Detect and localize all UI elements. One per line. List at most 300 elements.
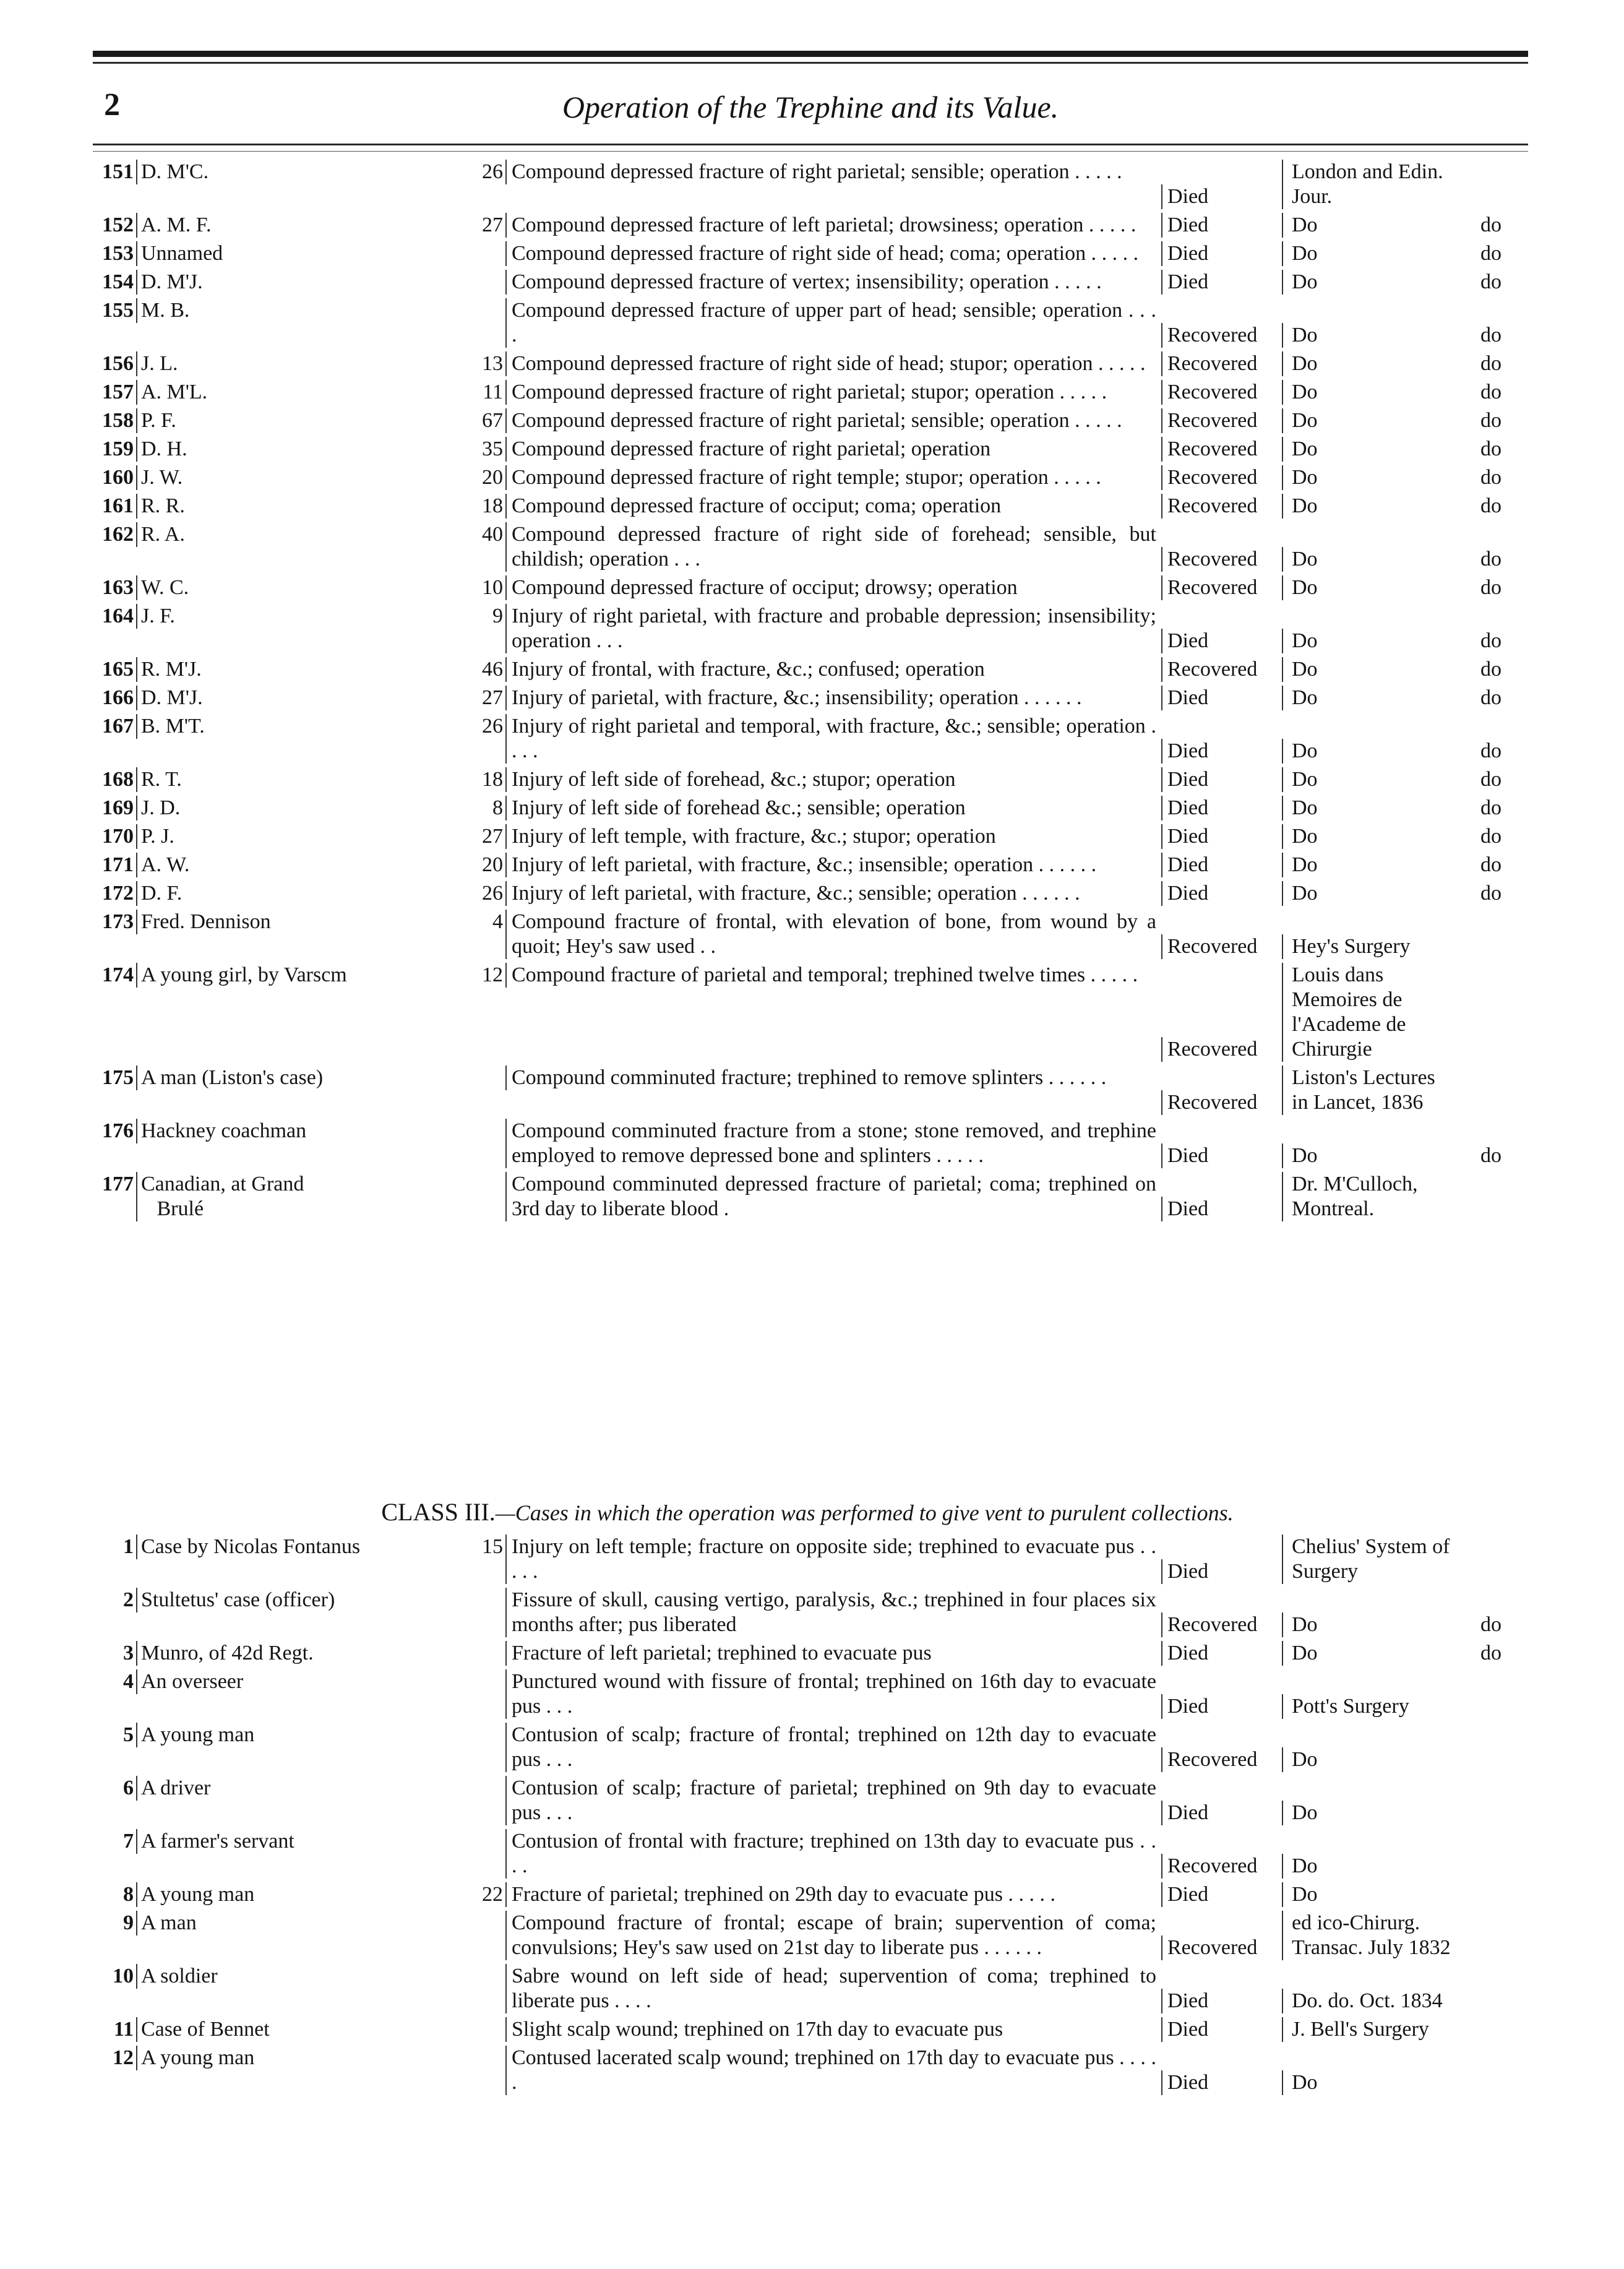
- case-result: Recovered: [1161, 1037, 1282, 1062]
- top-rule: [93, 51, 1528, 57]
- authority-source: Chelius' System of Surgery: [1292, 1535, 1450, 1583]
- top-rule-thin: [93, 62, 1528, 64]
- case-row: [87, 881, 1528, 910]
- case-name: D. H.: [136, 437, 468, 462]
- running-title: Operation of the Trephine and its Value.: [562, 90, 1059, 124]
- authority-source: Do: [1292, 494, 1318, 517]
- case-number: 10: [113, 1965, 134, 1987]
- case-description: Fracture of parietal; trephined on 29th day to evacuate pus . . . . .: [505, 1882, 1161, 1907]
- case-authority: [1282, 1066, 1528, 1115]
- case-age: 9: [492, 605, 503, 627]
- case-description: Compound fracture of parietal and temporal; trephined twelve times . . . . .: [505, 963, 1161, 988]
- case-name: J. D.: [136, 796, 468, 820]
- case-result: Died: [1161, 270, 1282, 295]
- case-description: Injury of frontal, with fracture, &c.; confused; operation: [505, 657, 1161, 682]
- case-number: 3: [123, 1642, 134, 1664]
- case-authority: [1282, 1612, 1528, 1637]
- case-description: Contusion of scalp; fracture of frontal; trephined on 12th day to evacuate pus . . .: [505, 1723, 1161, 1772]
- authority-source: Do. do. Oct. 1834: [1292, 1989, 1443, 2012]
- case-number: 167: [102, 715, 134, 738]
- authority-source: Dr. M'Culloch, Montreal.: [1292, 1173, 1418, 1220]
- case-number: 171: [102, 853, 134, 876]
- case-row: [87, 853, 1528, 881]
- case-row: [87, 494, 1528, 522]
- case-age: 27: [482, 213, 503, 236]
- case-description: Injury of left side of forehead &c.; sensible; operation: [505, 796, 1161, 820]
- case-name: A man (Liston's case): [136, 1066, 468, 1090]
- case-row: [87, 380, 1528, 408]
- case-description: Contused lacerated scalp wound; trephined on 17th day to evacuate pus . . . . .: [505, 2046, 1161, 2095]
- case-description: Compound comminuted fracture; trephined to remove splinters . . . . . .: [505, 1066, 1161, 1090]
- case-result: Recovered: [1161, 934, 1282, 959]
- case-authority: [1282, 686, 1528, 710]
- case-name: W. C.: [136, 575, 468, 600]
- authority-ditto: [1454, 1172, 1528, 1221]
- case-authority: [1282, 465, 1528, 490]
- case-authority: [1282, 1989, 1528, 2013]
- case-description: Compound depressed fracture of upper part of head; sensible; operation . . . .: [505, 298, 1161, 348]
- authority-ditto: [1454, 1911, 1528, 1960]
- case-name: J. L.: [136, 351, 468, 376]
- case-result: Recovered: [1161, 380, 1282, 405]
- authority-ditto: [1454, 1535, 1528, 1584]
- authority-source: Do: [1292, 796, 1318, 819]
- case-name: R. A.: [136, 522, 468, 547]
- case-age: 26: [482, 160, 503, 183]
- case-authority: [1282, 1641, 1528, 1666]
- case-result: Died: [1161, 2070, 1282, 2095]
- case-result: Died: [1161, 241, 1282, 266]
- case-name: A farmer's servant: [136, 1829, 468, 1854]
- authority-ditto: [1454, 1801, 1528, 1825]
- case-number: 177: [102, 1173, 134, 1195]
- authority-source: Do: [1292, 1883, 1318, 1906]
- authority-ditto: do: [1480, 324, 1502, 347]
- case-age: 15: [482, 1535, 503, 1558]
- page-header: [93, 87, 1528, 130]
- authority-ditto: [1454, 2070, 1528, 2095]
- case-name: R. M'J.: [136, 657, 468, 682]
- case-number: 154: [102, 270, 134, 293]
- case-name: A young man: [136, 1723, 468, 1747]
- case-name: Case of Bennet: [136, 2017, 468, 2042]
- case-description: Compound depressed fracture of occiput; drowsy; operation: [505, 575, 1161, 600]
- class-heading: [87, 1499, 1528, 1526]
- authority-source: Do: [1292, 1748, 1318, 1771]
- case-result: Died: [1161, 184, 1282, 209]
- case-name: Munro, of 42d Regt.: [136, 1641, 468, 1666]
- case-result: Died: [1161, 1694, 1282, 1719]
- authority-ditto: [1454, 160, 1528, 209]
- authority-ditto: do: [1480, 494, 1502, 517]
- case-authority: [1282, 796, 1528, 820]
- case-authority: [1282, 1694, 1528, 1719]
- case-description: Injury of left side of forehead, &c.; stupor; operation: [505, 767, 1161, 792]
- authority-source: Do: [1292, 658, 1318, 681]
- case-description: Compound depressed fracture of left parietal; drowsiness; operation . . . . .: [505, 213, 1161, 238]
- case-row: [87, 160, 1528, 213]
- case-authority: [1282, 739, 1528, 764]
- class-label: CLASS III.: [381, 1498, 496, 1526]
- authority-ditto: do: [1480, 548, 1502, 570]
- case-row: [87, 963, 1528, 1066]
- authority-source: Do: [1292, 853, 1318, 876]
- authority-ditto: [1454, 1694, 1528, 1719]
- case-age: 22: [482, 1883, 503, 1906]
- case-authority: [1282, 934, 1528, 959]
- authority-ditto: do: [1480, 739, 1502, 762]
- case-row: [87, 213, 1528, 241]
- case-number: 152: [102, 213, 134, 236]
- case-name: A driver: [136, 1776, 468, 1801]
- case-result: Died: [1161, 629, 1282, 653]
- case-number: 12: [113, 2046, 134, 2069]
- authority-source: Do: [1292, 213, 1318, 236]
- case-description: Compound comminuted depressed fracture of parietal; coma; trephined on 3rd day to liberate blood .: [505, 1172, 1161, 1221]
- case-row: [87, 241, 1528, 270]
- case-description: Fracture of left parietal; trephined to evacuate pus: [505, 1641, 1161, 1666]
- case-result: Died: [1161, 686, 1282, 710]
- case-number: 176: [102, 1119, 134, 1142]
- authority-ditto: do: [1480, 658, 1502, 681]
- authority-source: Do: [1292, 324, 1318, 347]
- case-name: J. W.: [136, 465, 468, 490]
- case-name: A. W.: [136, 853, 468, 877]
- case-age: 67: [482, 409, 503, 432]
- case-number: 159: [102, 437, 134, 460]
- authority-ditto: do: [1480, 466, 1502, 489]
- case-row: [87, 298, 1528, 351]
- case-authority: [1282, 1535, 1528, 1584]
- case-authority: [1282, 575, 1528, 600]
- case-number: 158: [102, 409, 134, 432]
- case-authority: [1282, 494, 1528, 519]
- case-result: Died: [1161, 1641, 1282, 1666]
- authority-ditto: do: [1480, 1144, 1502, 1167]
- case-authority: [1282, 881, 1528, 906]
- case-row: [87, 910, 1528, 963]
- case-result: Died: [1161, 1143, 1282, 1168]
- header-rule-thin: [93, 151, 1528, 152]
- authority-source: Do: [1292, 437, 1318, 460]
- authority-ditto: [1454, 963, 1528, 1062]
- case-description: Injury of right parietal and temporal, with fracture, &c.; sensible; operation . . . .: [505, 714, 1161, 764]
- case-row: [87, 1641, 1528, 1669]
- case-age: 35: [482, 437, 503, 460]
- case-authority: [1282, 1854, 1528, 1879]
- case-age: 18: [482, 768, 503, 791]
- case-authority: [1282, 241, 1528, 266]
- authority-source: Do: [1292, 825, 1318, 848]
- authority-ditto: [1454, 2017, 1528, 2042]
- case-description: Fissure of skull, causing vertigo, paralysis, &c.; trephined in four places six months after; pus liberated: [505, 1588, 1161, 1637]
- authority-source: Do: [1292, 576, 1318, 599]
- case-number: 8: [123, 1883, 134, 1906]
- case-age: 13: [482, 352, 503, 375]
- case-authority: [1282, 213, 1528, 238]
- case-age: 26: [482, 882, 503, 905]
- case-authority: [1282, 160, 1528, 209]
- case-description: Compound depressed fracture of right side of forehead; sensible, but childish; operation . . .: [505, 522, 1161, 572]
- case-name: R. T.: [136, 767, 468, 792]
- authority-source: Do: [1292, 352, 1318, 375]
- case-result: Died: [1161, 1882, 1282, 1907]
- case-row: [87, 1776, 1528, 1829]
- authority-source: Do: [1292, 629, 1318, 652]
- case-result: Recovered: [1161, 408, 1282, 433]
- case-result: Recovered: [1161, 323, 1282, 348]
- case-result: Died: [1161, 853, 1282, 877]
- case-description: Compound fracture of frontal; escape of brain; supervention of coma; convulsions; Hey's saw used on 21st day to liberate pus . . . . . .: [505, 1911, 1161, 1960]
- case-row: [87, 1882, 1528, 1911]
- case-authority: [1282, 629, 1528, 653]
- case-description: Slight scalp wound; trephined on 17th day to evacuate pus: [505, 2017, 1161, 2042]
- authority-source: Do: [1292, 686, 1318, 709]
- case-name: Stultetus' case (officer): [136, 1588, 468, 1612]
- case-description: Compound depressed fracture of right temple; stupor; operation . . . . .: [505, 465, 1161, 490]
- case-description: Compound depressed fracture of right parietal; sensible; operation . . . . .: [505, 160, 1161, 184]
- case-number: 6: [123, 1776, 134, 1799]
- case-name: A soldier: [136, 1964, 468, 1989]
- authority-ditto: [1454, 1989, 1528, 2013]
- authority-source: London and Edin. Jour.: [1292, 160, 1443, 208]
- case-result: Recovered: [1161, 1854, 1282, 1879]
- authority-source: Do: [1292, 1642, 1318, 1664]
- case-description: Compound depressed fracture of vertex; insensibility; operation . . . . .: [505, 270, 1161, 295]
- case-name: B. M'T.: [136, 714, 468, 739]
- case-name: Unnamed: [136, 241, 468, 266]
- case-row: [87, 767, 1528, 796]
- case-row: [87, 1723, 1528, 1776]
- case-result: Recovered: [1161, 1612, 1282, 1637]
- page-number: 2: [104, 87, 120, 123]
- case-authority: [1282, 824, 1528, 849]
- case-authority: [1282, 270, 1528, 295]
- case-row: [87, 1588, 1528, 1641]
- case-age: 27: [482, 825, 503, 848]
- authority-source: Do: [1292, 739, 1318, 762]
- case-authority: [1282, 323, 1528, 348]
- cases-table-class-3: [87, 1535, 1528, 2099]
- case-number: 175: [102, 1066, 134, 1089]
- case-result: Recovered: [1161, 494, 1282, 519]
- case-age: 10: [482, 576, 503, 599]
- case-number: 163: [102, 576, 134, 599]
- case-result: Died: [1161, 796, 1282, 820]
- case-number: 155: [102, 299, 134, 322]
- authority-source: Do: [1292, 466, 1318, 489]
- case-result: Died: [1161, 1197, 1282, 1221]
- case-authority: [1282, 1747, 1528, 1772]
- case-number: 173: [102, 910, 134, 933]
- authority-source: Do: [1292, 548, 1318, 570]
- case-description: Injury of right parietal, with fracture and probable depression; insensibility; operation . . .: [505, 604, 1161, 653]
- case-name: D. M'J.: [136, 686, 468, 710]
- case-name: An overseer: [136, 1669, 468, 1694]
- case-result: Died: [1161, 824, 1282, 849]
- case-number: 168: [102, 768, 134, 791]
- authority-ditto: do: [1480, 686, 1502, 709]
- authority-source: J. Bell's Surgery: [1292, 2018, 1429, 2041]
- case-description: Compound depressed fracture of right side of head; coma; operation . . . . .: [505, 241, 1161, 266]
- case-row: [87, 796, 1528, 824]
- authority-ditto: [1454, 934, 1528, 959]
- case-row: [87, 575, 1528, 604]
- case-number: 9: [123, 1911, 134, 1934]
- authority-ditto: [1454, 1882, 1528, 1907]
- case-description: Compound fracture of frontal, with elevation of bone, from wound by a quoit; Hey's saw used . .: [505, 910, 1161, 959]
- case-row: [87, 2017, 1528, 2046]
- case-row: [87, 2046, 1528, 2099]
- case-age: 20: [482, 853, 503, 876]
- case-result: Died: [1161, 1989, 1282, 2013]
- case-name: A young man: [136, 2046, 468, 2070]
- authority-ditto: [1454, 1747, 1528, 1772]
- case-number: 11: [113, 2018, 134, 2041]
- case-result: Recovered: [1161, 1935, 1282, 1960]
- case-row: [87, 1066, 1528, 1119]
- case-name: M. B.: [136, 298, 468, 323]
- authority-ditto: do: [1480, 381, 1502, 403]
- case-row: [87, 657, 1528, 686]
- case-authority: [1282, 351, 1528, 376]
- case-age: 27: [482, 686, 503, 709]
- case-name: Case by Nicolas Fontanus: [136, 1535, 468, 1559]
- case-row: [87, 437, 1528, 465]
- case-number: 166: [102, 686, 134, 709]
- case-number: 1: [123, 1535, 134, 1558]
- case-description: Compound depressed fracture of right parietal; stupor; operation . . . . .: [505, 380, 1161, 405]
- case-result: Recovered: [1161, 547, 1282, 572]
- authority-ditto: do: [1480, 629, 1502, 652]
- authority-source: Liston's Lectures in Lancet, 1836: [1292, 1066, 1435, 1114]
- authority-source: Do: [1292, 1854, 1318, 1877]
- case-name: Hackney coachman: [136, 1119, 468, 1143]
- authority-ditto: do: [1480, 409, 1502, 432]
- case-authority: [1282, 657, 1528, 682]
- case-description: Contusion of frontal with fracture; trephined on 13th day to evacuate pus . . . .: [505, 1829, 1161, 1879]
- authority-ditto: do: [1480, 796, 1502, 819]
- authority-source: Do: [1292, 242, 1318, 265]
- case-age: 8: [492, 796, 503, 819]
- case-description: Injury of left temple, with fracture, &c.; stupor; operation: [505, 824, 1161, 849]
- authority-source: Do: [1292, 409, 1318, 432]
- case-result: Recovered: [1161, 465, 1282, 490]
- case-authority: [1282, 1143, 1528, 1168]
- authority-source: Hey's Surgery: [1292, 935, 1411, 958]
- case-age: 40: [482, 523, 503, 546]
- case-name: P. F.: [136, 408, 468, 433]
- case-number: 165: [102, 658, 134, 681]
- case-number: 4: [123, 1670, 134, 1693]
- case-authority: [1282, 408, 1528, 433]
- case-result: Recovered: [1161, 1747, 1282, 1772]
- case-authority: [1282, 1911, 1528, 1960]
- authority-source: Do: [1292, 882, 1318, 905]
- authority-ditto: do: [1480, 270, 1502, 293]
- authority-ditto: do: [1480, 825, 1502, 848]
- authority-ditto: do: [1480, 352, 1502, 375]
- case-number: 164: [102, 605, 134, 627]
- case-authority: [1282, 2070, 1528, 2095]
- case-row: [87, 686, 1528, 714]
- case-number: 161: [102, 494, 134, 517]
- case-number: 153: [102, 242, 134, 265]
- case-result: Recovered: [1161, 437, 1282, 462]
- case-row: [87, 1119, 1528, 1172]
- case-name: Canadian, at Grand Brulé: [136, 1172, 468, 1221]
- case-age: 11: [483, 381, 503, 403]
- case-name: P. J.: [136, 824, 468, 849]
- case-authority: [1282, 767, 1528, 792]
- case-row: [87, 714, 1528, 767]
- case-result: Died: [1161, 739, 1282, 764]
- case-description: Injury on left temple; fracture on opposite side; trephined to evacuate pus . . . . .: [505, 1535, 1161, 1584]
- case-name: A. M'L.: [136, 380, 468, 405]
- case-name: D. M'C.: [136, 160, 468, 184]
- case-number: 5: [123, 1723, 134, 1746]
- case-authority: [1282, 547, 1528, 572]
- authority-ditto: do: [1480, 882, 1502, 905]
- case-row: [87, 270, 1528, 298]
- case-row: [87, 1669, 1528, 1723]
- authority-ditto: do: [1480, 437, 1502, 460]
- case-authority: [1282, 1172, 1528, 1221]
- case-authority: [1282, 1801, 1528, 1825]
- authority-ditto: [1454, 1066, 1528, 1115]
- case-description: Compound comminuted fracture from a stone; stone removed, and trephine employed to remove depressed bone and splinters . . . . .: [505, 1119, 1161, 1168]
- case-description: Compound depressed fracture of right parietal; sensible; operation . . . . .: [505, 408, 1161, 433]
- case-number: 170: [102, 825, 134, 848]
- case-age: 18: [482, 494, 503, 517]
- authority-ditto: do: [1480, 1613, 1502, 1636]
- case-number: 172: [102, 882, 134, 905]
- case-row: [87, 1172, 1528, 1225]
- case-number: 157: [102, 381, 134, 403]
- case-name: A. M. F.: [136, 213, 468, 238]
- case-number: 169: [102, 796, 134, 819]
- case-row: [87, 824, 1528, 853]
- authority-ditto: do: [1480, 853, 1502, 876]
- case-description: Sabre wound on left side of head; supervention of coma; trephined to liberate pus . . . .: [505, 1964, 1161, 2013]
- case-result: Recovered: [1161, 657, 1282, 682]
- case-name: R. R.: [136, 494, 468, 519]
- authority-source: Do: [1292, 381, 1318, 403]
- case-authority: [1282, 853, 1528, 877]
- case-age: 26: [482, 715, 503, 738]
- case-name: D. M'J.: [136, 270, 468, 295]
- case-description: Injury of parietal, with fracture, &c.; insensibility; operation . . . . . .: [505, 686, 1161, 710]
- case-authority: [1282, 2017, 1528, 2042]
- authority-source: Do: [1292, 1144, 1318, 1167]
- case-result: Died: [1161, 1801, 1282, 1825]
- case-number: 174: [102, 963, 134, 986]
- case-description: Compound depressed fracture of right parietal; operation: [505, 437, 1161, 462]
- authority-source: Do: [1292, 768, 1318, 791]
- case-age: 46: [482, 658, 503, 681]
- case-result: Recovered: [1161, 351, 1282, 376]
- case-row: [87, 522, 1528, 575]
- case-number: 162: [102, 523, 134, 546]
- case-result: Died: [1161, 213, 1282, 238]
- case-row: [87, 408, 1528, 437]
- case-description: Contusion of scalp; fracture of parietal; trephined on 9th day to evacuate pus . . .: [505, 1776, 1161, 1825]
- case-row: [87, 1535, 1528, 1588]
- case-name: D. F.: [136, 881, 468, 906]
- case-age: 20: [482, 466, 503, 489]
- case-number: 2: [123, 1588, 134, 1611]
- case-result: Died: [1161, 881, 1282, 906]
